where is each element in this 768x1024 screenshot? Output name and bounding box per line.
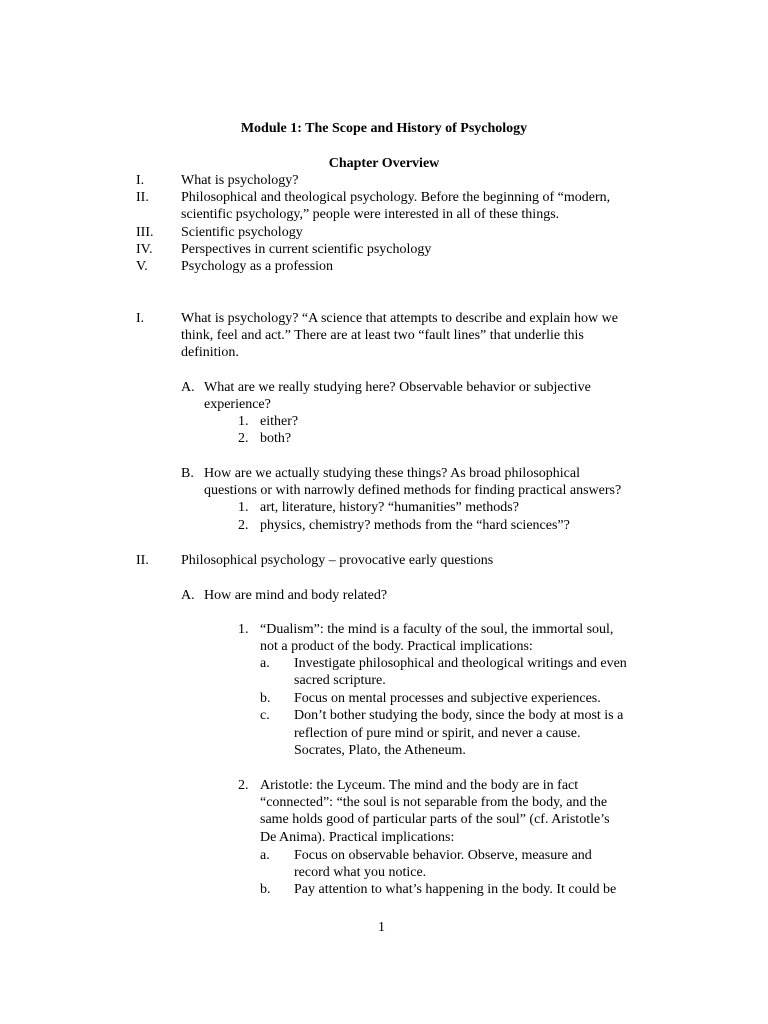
sub-list-num: b. [260, 691, 271, 706]
list-item: either? [260, 414, 299, 429]
sub-list-item: Focus on mental processes and subjective experiences. [294, 691, 601, 706]
sub-list-item: Focus on observable behavior. Observe, measure and [294, 848, 592, 863]
overview-item: Scientific psychology [181, 225, 303, 240]
list-num: 2. [238, 431, 249, 446]
overview-num: IV. [136, 242, 153, 257]
list-num: 1. [238, 414, 249, 429]
overview-num: V. [136, 259, 148, 274]
subsection-text: What are we really studying here? Observable behavior or subjective [204, 380, 591, 395]
list-item-cont: same holds good of particular parts of the soul” (cf. Aristotle’s [260, 812, 610, 827]
overview-item: Psychology as a profession [181, 259, 334, 274]
sub-list-item: Don’t bother studying the body, since the body at most is a [294, 708, 624, 723]
chapter-overview-heading: Chapter Overview [328, 156, 440, 171]
list-num: 1. [238, 500, 249, 515]
list-num: 2. [238, 778, 249, 793]
document-title: Module 1: The Scope and History of Psychology [240, 121, 528, 136]
overview-item: Perspectives in current scientific psychology [181, 242, 432, 257]
subsection-label: A. [181, 588, 195, 603]
section-text: think, feel and act.” There are at least two “fault lines” that underlie this [181, 328, 584, 343]
section-num: II. [136, 553, 149, 568]
list-item-cont: “connected”: “the soul is not separable from the body, and the [260, 795, 608, 810]
list-item: art, literature, history? “humanities” methods? [260, 500, 519, 515]
sub-list-item-cont: Socrates, Plato, the Atheneum. [294, 743, 466, 758]
list-item: physics, chemistry? methods from the “hard sciences”? [260, 518, 570, 533]
list-item-cont: not a product of the body. Practical implications: [260, 639, 533, 654]
overview-item: Philosophical and theological psychology. Before the beginning of “modern, [181, 190, 611, 205]
section-text: definition. [181, 345, 239, 360]
subsection-label: A. [181, 380, 195, 395]
list-num: 1. [238, 622, 249, 637]
sub-list-num: a. [260, 656, 270, 671]
subsection-text: How are mind and body related? [204, 588, 388, 603]
sub-list-item-cont: sacred scripture. [294, 673, 386, 688]
sub-list-num: b. [260, 882, 271, 897]
list-item: “Dualism”: the mind is a faculty of the soul, the immortal soul, [260, 622, 614, 637]
overview-num: I. [136, 173, 145, 188]
section-num: I. [136, 311, 145, 326]
sub-list-num: c. [260, 708, 270, 723]
subsection-text: questions or with narrowly defined methods for finding practical answers? [204, 483, 622, 498]
section-text: Philosophical psychology – provocative early questions [181, 553, 494, 568]
list-item: both? [260, 431, 292, 446]
subsection-label: B. [181, 466, 194, 481]
list-item-cont: De Anima). Practical implications: [260, 830, 455, 845]
overview-num: II. [136, 190, 149, 205]
sub-list-item-cont: reflection of pure mind or spirit, and never a cause. [294, 726, 581, 741]
sub-list-item-cont: record what you notice. [294, 865, 427, 880]
overview-num: III. [136, 225, 154, 240]
subsection-text: How are we actually studying these things? As broad philosophical [204, 466, 580, 481]
overview-item-cont: scientific psychology,” people were interested in all of these things. [181, 207, 560, 222]
sub-list-item: Investigate philosophical and theological writings and even [294, 656, 627, 671]
sub-list-num: a. [260, 848, 270, 863]
list-item: Aristotle: the Lyceum. The mind and the body are in fact [260, 778, 579, 793]
list-num: 2. [238, 518, 249, 533]
page-number: 1 [378, 920, 385, 935]
sub-list-item: Pay attention to what’s happening in the body. It could be [294, 882, 617, 897]
section-text: What is psychology? “A science that attempts to describe and explain how we [181, 311, 618, 326]
overview-item: What is psychology? [181, 173, 299, 188]
subsection-text: experience? [204, 397, 271, 412]
